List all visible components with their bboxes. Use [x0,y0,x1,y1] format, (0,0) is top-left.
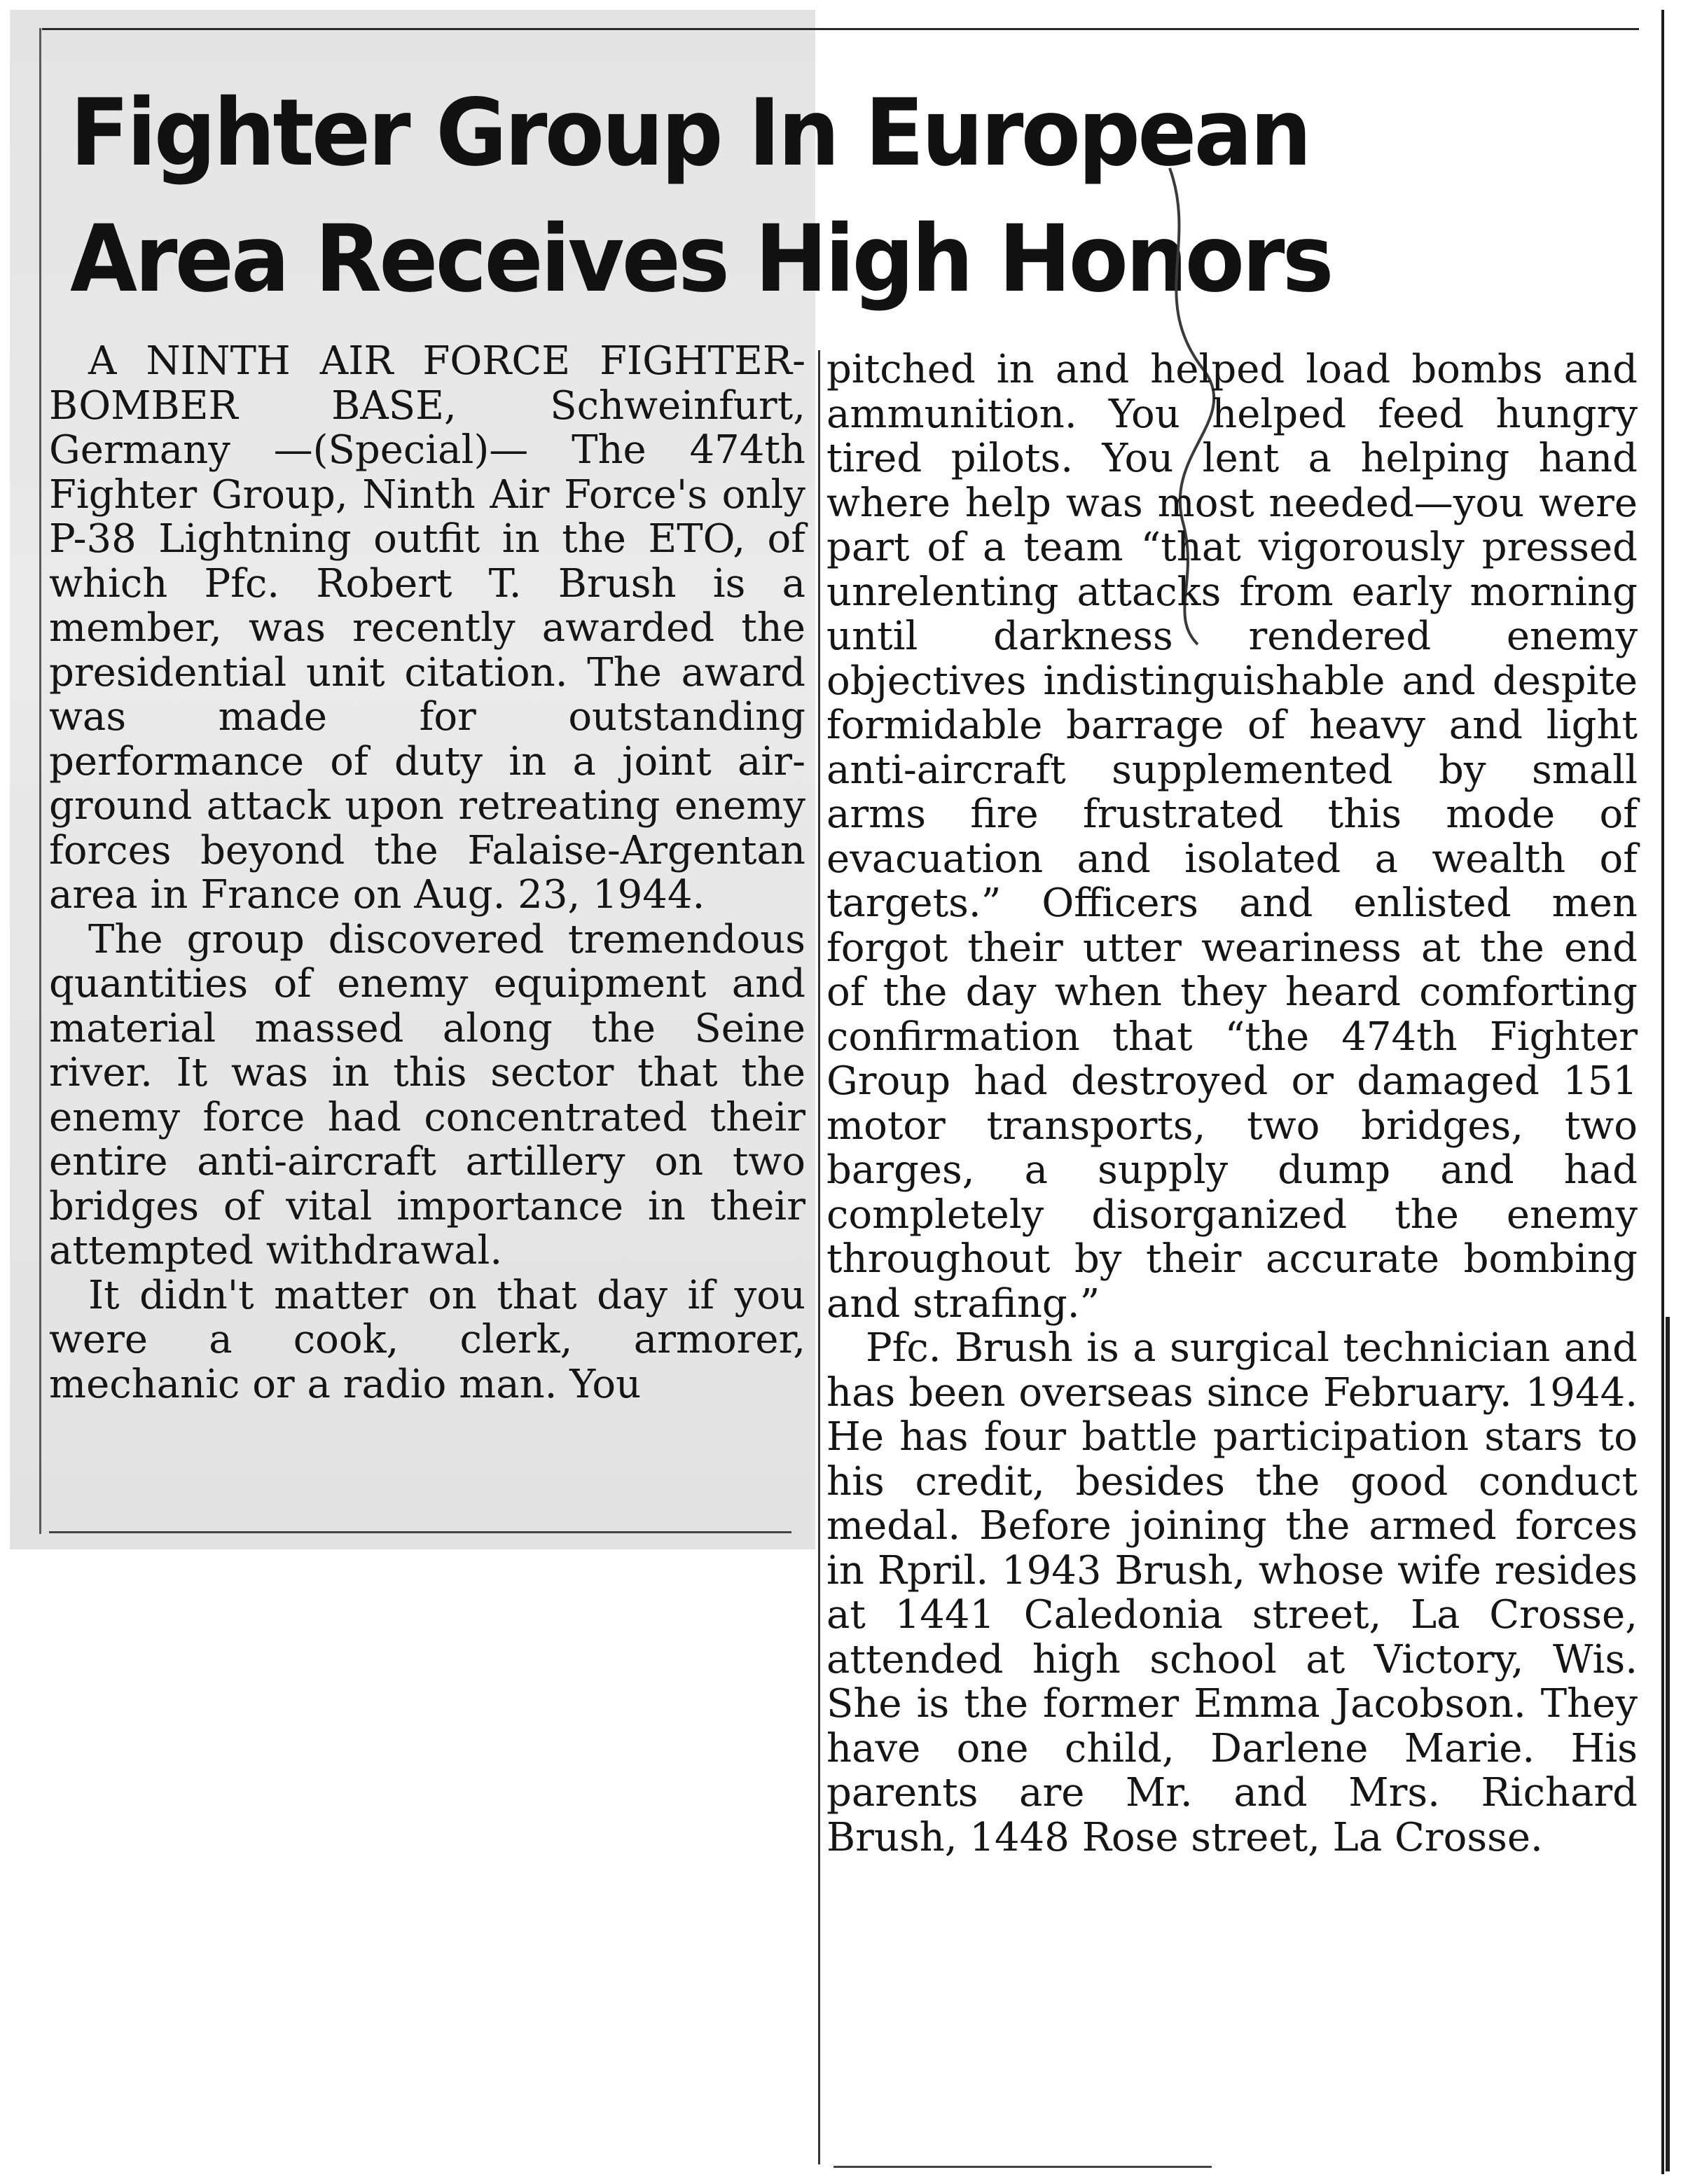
right-column-end-rule [833,2166,1212,2168]
left-column [49,339,805,1407]
article-paragraph: pitched in and helped load bombs and ammunition. You helped feed hungry tired pilots. You lent a helping hand where help was most needed—you were part of a team “that vigorously pressed unrelenting attacks from early morning until darkness rendered enemy objectives indistinguishable and despite formidable barrage of heavy and light anti-aircraft supplemented by small arms fire frustrated this mode of evacuation and isolated a wealth of targets.” Officers and enlisted men forgot their utter weariness at the end of the day when they heard comforting confirmation that “the 474th Fighter Group had destroyed or damaged 151 motor transports, two bridges, two barges, a supply dump and had completely disorganized the enemy throughout by their accurate bombing and strafing.” [826,347,1638,1327]
column-divider [818,350,820,2164]
left-rule [39,28,41,1534]
headline-line-1: Fighter Group In European [70,79,1310,187]
top-rule [42,28,1639,30]
right-rule [1661,10,1664,2174]
article-paragraph: A NINTH AIR FORCE FIGHTER-BOMBER BASE, Schweinfurt, Germany —(Special)— The 474th Fighter Group, Ninth Air Force's only P-38 Lightning outfit in the ETO, of which Pfc. Robert T. Brush is a member, was recently awarded the presidential unit citation. The award was made for outstanding performance of duty in a joint air-ground attack upon retreating enemy forces beyond the Falaise-Argentan area in France on Aug. 23, 1944. [49,338,805,918]
article-paragraph: The group discovered tremendous quantities of enemy equipment and material massed along the Seine river. It was in this sector that the enemy force had concentrated their entire anti-aircraft artillery on two bridges of vital importance in their attempted withdrawal. [49,916,805,1273]
right-column [826,347,1638,1860]
headline-line-2: Area Receives High Honors [70,205,1331,313]
article-paragraph: It didn't matter on that day if you were a cook, clerk, armorer, mechanic or a radio man. You [49,1272,805,1407]
edge-mark [1666,1317,1670,2171]
article-paragraph: Pfc. Brush is a surgical technician and has been overseas since February. 1944. He has four battle participation stars to his credit, besides the good conduct medal. Before joining the armed forces in Rpril. 1943 Brush, whose wife resides at 1441 Caledonia street, La Crosse, attended high school at Victory, Wis. She is the former Emma Jacobson. They have one child, Darlene Marie. His parents are Mr. and Mrs. Richard Brush, 1448 Rose street, La Crosse. [826,1325,1638,1860]
left-column-end-rule [49,1531,791,1533]
